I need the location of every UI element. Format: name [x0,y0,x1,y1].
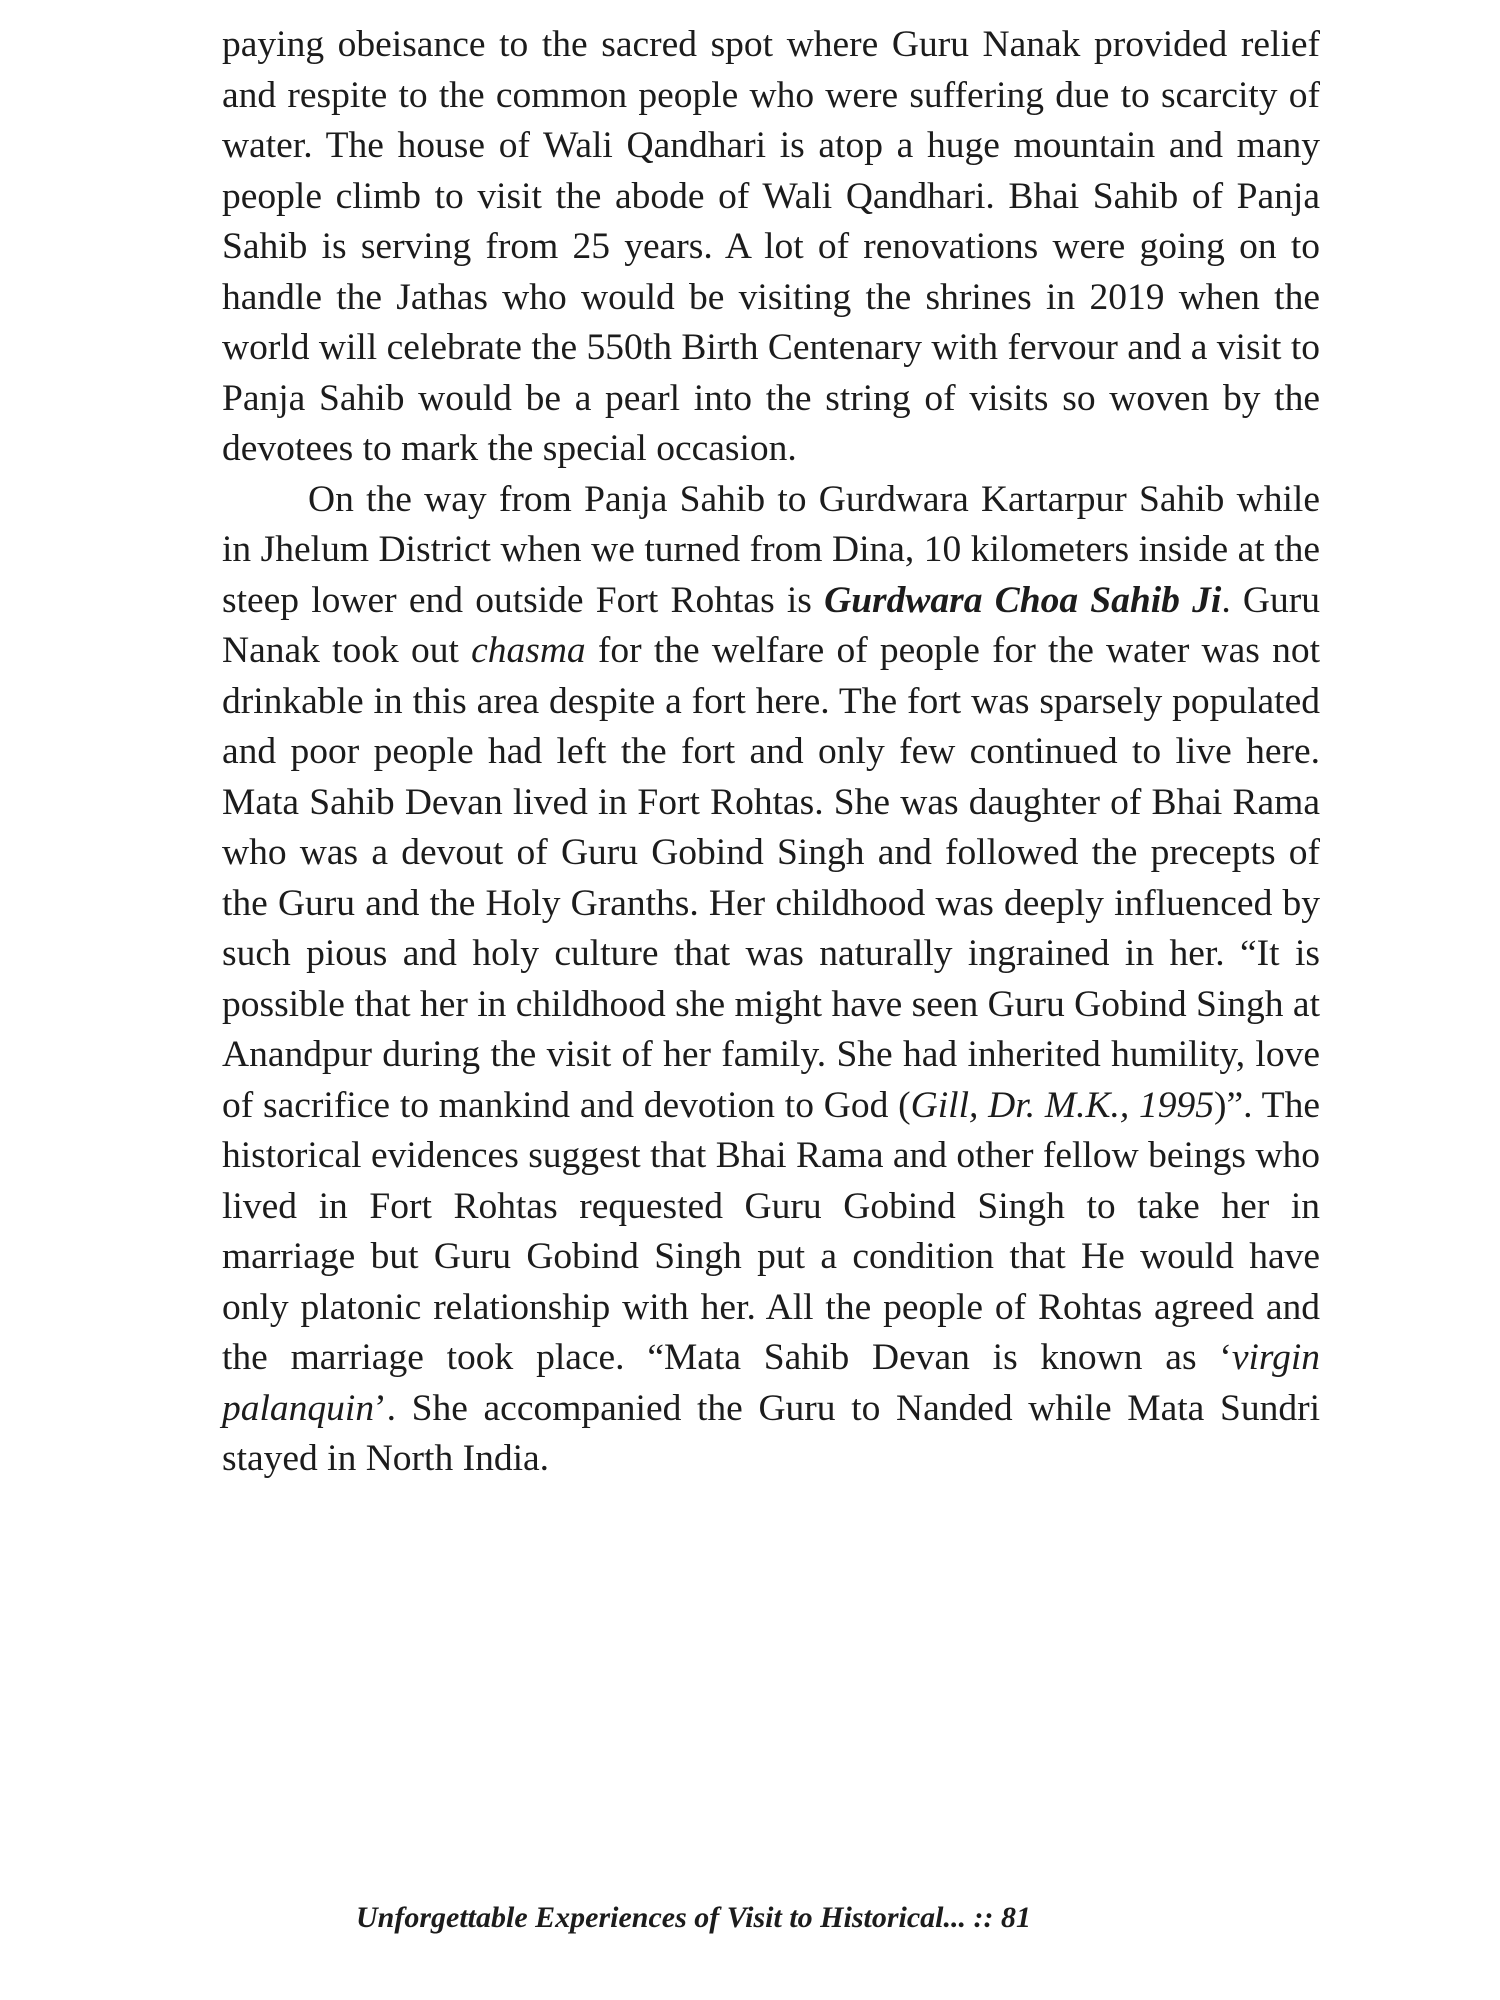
paragraph-1: paying obeisance to the sacred spot where Guru Nanak provided relief and respite to the common people who were suffering due to scarcity of water. The house of Wali Qandhari is atop a huge mountain and many people climb to visit the abode of Wali Qandhari. Bhai Sahib of Panja Sahib is serving from 25 years. A lot of renovations were going on to handle the Jathas who would be visiting the shrines in 2019 when the world will celebrate the 550th Birth Centenary with fervour and a visit to Panja Sahib would be a pearl into the string of visits so woven by the devotees to mark the special occasion. [222,24,1320,469]
running-footer: Unforgettable Experiences of Visit to Historical... :: 81 [356,1901,1031,1934]
paragraph-2-part-4: )”. The historical evidences suggest that Bhai Rama and other fellow beings who lived in Fort Rohtas requested Guru Gobind Singh to take her in marriage but Guru Gobind Singh put a condition that He would have only platonic relationship with her. All the people of Rohtas agreed and the marriage took place. “Mata Sahib Devan is known as ‘ [222,1084,1320,1378]
paragraph-2-part-3: for the welfare of people for the water was not drinkable in this area despite a fort here. The fort was sparsely populated and poor people had left the fort and only few continued to live here. Mata Sahib Devan lived in Fort Rohtas. She was daughter of Bhai Rama who was a devout of Guru Gobind Singh and followed the precepts of the Guru and the Holy Granths. Her childhood was deeply influenced by such pious and holy culture that was naturally ingrained in her. “It is possible that her in childhood she might have seen Guru Gobind Singh at Anandpur during the visit of her family. She had inherited humility, love of sacrifice to mankind and devotion to God ( [222,630,1320,1126]
body-text [222,20,1320,1485]
paragraph-2-part-5: ’. She accompanied the Guru to Nanded while Mata Sundri stayed in North India. [222,1387,1320,1479]
chasma-term: chasma [471,630,586,671]
paragraph-2 [222,475,1320,1485]
gurdwara-name: Gurdwara Choa Sahib Ji [824,579,1222,621]
paragraph-2-part-2: . Guru Nanak took out [222,579,1320,671]
paragraph-2-part-1: On the way from Panja Sahib to Gurdwara Kartarpur Sahib while in Jhelum District when we turned from Dina, 10 kilometers inside at the steep lower end outside Fort Rohtas is [222,478,1320,621]
virgin-palanquin-term: virgin palanquin [222,1337,1320,1429]
citation: Gill, Dr. M.K., 1995 [910,1084,1215,1126]
